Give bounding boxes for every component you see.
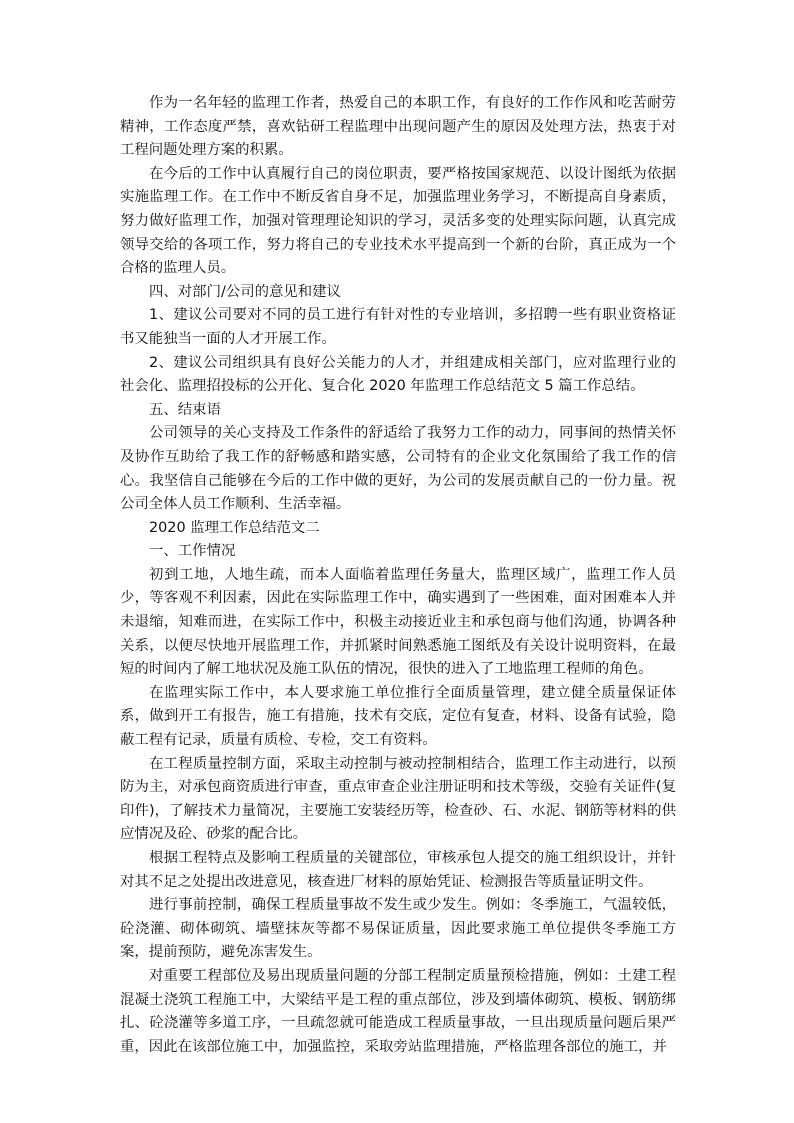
- paragraph-arrival: 初到工地，人地生疏，而本人面临着监理任务量大，监理区域广，监理工作人员少，等客观不利因素，因此在实际监理工作中，确实遇到了一些困难，面对困难本人并未退缩，知难而进，在实际工作中，积极主动接近业主和承包商与他们沟通，协调各种关系，以便尽快地开展监理工作，并抓紧时间熟悉施工图纸及有关设计说明资料，在最短的时间内了解工地状况及施工队伍的情况，很快的进入了工地监理工程师的角色。: [120, 566, 676, 678]
- section-heading-work-status: 一、工作情况: [149, 543, 236, 560]
- paragraph-quality-management: 在监理实际工作中，本人要求施工单位推行全面质量管理，建立健全质量保证体系，做到开工有报告，施工有措施，技术有交底，定位有复查，材料、设备有试验，隐蔽工程有记录，质量有质检、专检，交工有资料。: [120, 684, 676, 749]
- paragraph-conclusion: 公司领导的关心支持及工作条件的舒适给了我努力工作的动力，同事间的热情关怀及协作互助给了我工作的舒畅感和踏实感，公司特有的企业文化氛围给了我工作的信心。我坚信自己能够在今后的工作中做的更好，为公司的发展贡献自己的一份力量。祝公司全体人员工作顺利、生活幸福。: [120, 425, 676, 513]
- section-heading-suggestions: 四、对部门/公司的意见和建议: [149, 283, 341, 300]
- section-heading-conclusion: 五、结束语: [149, 401, 221, 418]
- paragraph-pre-inspection: 对重要工程部位及易出现质量问题的分部工程制定质量预检措施，例如：土建工程混凝土浇筑工程施工中，大梁结平是工程的重点部位，涉及到墙体砌筑、模板、钢筋绑扎、砼浇灌等多道工序，一旦疏忽就可能造成工程质量事故，一旦出现质量问题后果严重，因此在该部位施工中，加强监控，采取旁站监理措施，严格监理各部位的施工，并: [120, 967, 676, 1055]
- paragraph-pre-control: 进行事前控制，确保工程质量事故不发生或少发生。例如：冬季施工，气温较低，砼浇灌、砌体砌筑、墙壁抹灰等都不易保证质量，因此要求施工单位提供冬季施工方案，提前预防，避免冻害发生。: [120, 897, 676, 961]
- paragraph-future-work: 在今后的工作中认真履行自己的岗位职责，要严格按国家规范、以设计图纸为依据实施监理工作。在工作中不断反省自身不足，加强监理业务学习，不断提高自身素质，努力做好监理工作，加强对管理理论知识的学习，灵活多变的处理实际问题，认真完成领导交给的各项工作，努力将自己的专业技术水平提高到一个新的台阶，真正成为一个合格的监理人员。: [120, 165, 676, 277]
- paragraph-intro: 作为一名年轻的监理工作者，热爱自己的本职工作，有良好的工作作风和吃苦耐劳精神，工作态度严禁，喜欢钻研工程监理中出现问题产生的原因及处理方法，热衷于对工程问题处理方案的积累。: [120, 95, 676, 159]
- paragraph-suggestion-2: 2、建议公司组织具有良好公关能力的人才，并组建成相关部门，应对监理行业的社会化、监理招投标的公开化、复合化 2020 年监理工作总结范文 5 篇工作总结。: [120, 354, 676, 395]
- paragraph-key-parts: 根据工程特点及影响工程质量的关键部位，审核承包人提交的施工组织设计，并针对其不足之处提出改进意见，核查进厂材料的原始凭证、检测报告等质量证明文件。: [120, 850, 676, 890]
- document-body: [120, 92, 676, 1059]
- document-subtitle: 2020 监理工作总结范文二: [149, 519, 320, 536]
- paragraph-quality-control: 在工程质量控制方面，采取主动控制与被动控制相结合，监理工作主动进行，以预防为主，对承包商资质进行审查，重点审查企业注册证明和技术等级，交验有关证件(复印件)，了解技术力量简况，主要施工安装经历等，检查砂、石、水泥、钢筋等材料的供应情况及砼、砂浆的配合比。: [120, 755, 676, 843]
- paragraph-suggestion-1: 1、建议公司要对不同的员工进行有针对性的专业培训，多招聘一些有职业资格证书又能独当一面的人才开展工作。: [120, 307, 676, 347]
